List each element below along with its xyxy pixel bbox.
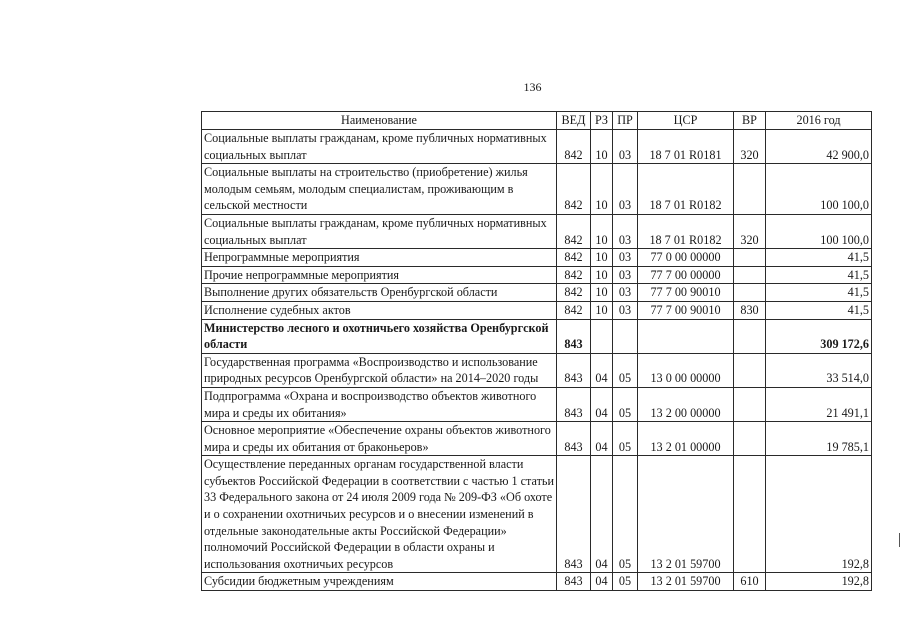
table-row [202, 573, 872, 591]
cell-rz: 04 [591, 456, 613, 573]
cell-vr [734, 422, 766, 456]
table-row [202, 319, 872, 353]
cell-vr [734, 164, 766, 215]
cell-vr: 610 [734, 573, 766, 591]
cell-csr: 18 7 01 R0182 [638, 164, 734, 215]
cell-name: Непрограммные мероприятия [202, 249, 557, 267]
cell-name: Государственная программа «Воспроизводство и использование природных ресурсов Оренбургской области» на 2014–2020 годы [202, 353, 557, 387]
cell-csr: 77 7 00 00000 [638, 266, 734, 284]
cell-csr: 13 2 01 59700 [638, 573, 734, 591]
cell-vr [734, 456, 766, 573]
cell-vr: 320 [734, 130, 766, 164]
cell-rz: 04 [591, 387, 613, 421]
cell-rz: 04 [591, 353, 613, 387]
table-body [202, 130, 872, 591]
cell-ved: 843 [557, 456, 591, 573]
page-number: 136 [523, 80, 542, 94]
header-vr: ВР [734, 112, 766, 130]
table-header [202, 112, 872, 130]
table-row [202, 214, 872, 248]
table-row [202, 353, 872, 387]
cell-ved: 842 [557, 130, 591, 164]
cell-sum: 192,8 [766, 573, 872, 591]
cell-sum: 19 785,1 [766, 422, 872, 456]
cell-name: Субсидии бюджетным учреждениям [202, 573, 557, 591]
cell-vr: 830 [734, 301, 766, 319]
cell-csr: 18 7 01 R0181 [638, 130, 734, 164]
cell-ved: 842 [557, 284, 591, 302]
cell-vr [734, 319, 766, 353]
cell-name: Социальные выплаты гражданам, кроме публичных нормативных социальных выплат [202, 130, 557, 164]
cell-vr [734, 353, 766, 387]
cell-csr: 18 7 01 R0182 [638, 214, 734, 248]
cell-pr: 05 [613, 573, 638, 591]
header-csr: ЦСР [638, 112, 734, 130]
cell-pr: 05 [613, 387, 638, 421]
cell-ved: 842 [557, 301, 591, 319]
cell-pr: 05 [613, 456, 638, 573]
cell-sum: 21 491,1 [766, 387, 872, 421]
header-ved: ВЕД [557, 112, 591, 130]
cell-csr: 13 2 00 00000 [638, 387, 734, 421]
cell-ved: 843 [557, 573, 591, 591]
cell-sum: 41,5 [766, 301, 872, 319]
cell-name: Социальные выплаты гражданам, кроме публичных нормативных социальных выплат [202, 214, 557, 248]
table-row [202, 130, 872, 164]
header-name: Наименование [202, 112, 557, 130]
cell-vr: 320 [734, 214, 766, 248]
cell-ved: 842 [557, 249, 591, 267]
cell-name: Исполнение судебных актов [202, 301, 557, 319]
cell-sum: 41,5 [766, 266, 872, 284]
table-row [202, 422, 872, 456]
table-row [202, 164, 872, 215]
cell-rz: 10 [591, 164, 613, 215]
cell-sum: 100 100,0 [766, 164, 872, 215]
cell-csr: 13 2 01 00000 [638, 422, 734, 456]
cell-ved: 842 [557, 214, 591, 248]
cell-pr: 03 [613, 130, 638, 164]
cell-pr: 03 [613, 266, 638, 284]
cell-rz: 04 [591, 422, 613, 456]
cell-name: Выполнение других обязательств Оренбургской области [202, 284, 557, 302]
table-row [202, 387, 872, 421]
table-row [202, 456, 872, 573]
cell-rz [591, 319, 613, 353]
cell-name: Осуществление переданных органам государственной власти субъектов Российской Федерации в соответствии с частью 1 статьи 33 Федерального закона от 24 июля 2009 года № 209-ФЗ «Об охоте и о сохранении охотничьих ресурсов и о внесении изменений в отдельные законодательные акты Российской Федерации» полномочий Российской Федерации в области охраны и использования охотничьих ресурсов [202, 456, 557, 573]
table-row [202, 249, 872, 267]
cell-rz: 04 [591, 573, 613, 591]
table-row [202, 301, 872, 319]
cell-csr [638, 319, 734, 353]
cell-ved: 843 [557, 422, 591, 456]
cell-pr [613, 319, 638, 353]
cell-sum: 309 172,6 [766, 319, 872, 353]
cell-sum: 100 100,0 [766, 214, 872, 248]
header-pr: ПР [613, 112, 638, 130]
cell-rz: 10 [591, 266, 613, 284]
cell-pr: 03 [613, 164, 638, 215]
cell-ved: 842 [557, 164, 591, 215]
cell-vr [734, 266, 766, 284]
cell-vr [734, 284, 766, 302]
cell-csr: 13 0 00 00000 [638, 353, 734, 387]
cell-rz: 10 [591, 249, 613, 267]
cell-pr: 03 [613, 249, 638, 267]
cell-name: Подпрограмма «Охрана и воспроизводство объектов животного мира и среды их обитания» [202, 387, 557, 421]
cell-vr [734, 249, 766, 267]
cell-rz: 10 [591, 301, 613, 319]
cell-pr: 03 [613, 301, 638, 319]
cell-rz: 10 [591, 214, 613, 248]
edge-mark [899, 533, 900, 547]
cell-pr: 05 [613, 353, 638, 387]
header-row [202, 112, 872, 130]
cell-name: Социальные выплаты на строительство (приобретение) жилья молодым семьям, молодым специалистам, проживающим в сельской местности [202, 164, 557, 215]
cell-csr: 77 0 00 00000 [638, 249, 734, 267]
cell-sum: 41,5 [766, 249, 872, 267]
cell-csr: 13 2 01 59700 [638, 456, 734, 573]
cell-sum: 41,5 [766, 284, 872, 302]
cell-name: Министерство лесного и охотничьего хозяйства Оренбургской области [202, 319, 557, 353]
cell-ved: 843 [557, 353, 591, 387]
cell-csr: 77 7 00 90010 [638, 301, 734, 319]
cell-rz: 10 [591, 130, 613, 164]
cell-name: Прочие непрограммные мероприятия [202, 266, 557, 284]
cell-ved: 842 [557, 266, 591, 284]
header-year: 2016 год [766, 112, 872, 130]
table-row [202, 266, 872, 284]
cell-csr: 77 7 00 90010 [638, 284, 734, 302]
cell-sum: 192,8 [766, 456, 872, 573]
budget-table [201, 111, 872, 591]
table-row [202, 284, 872, 302]
cell-vr [734, 387, 766, 421]
cell-pr: 05 [613, 422, 638, 456]
cell-pr: 03 [613, 214, 638, 248]
cell-sum: 33 514,0 [766, 353, 872, 387]
cell-sum: 42 900,0 [766, 130, 872, 164]
cell-pr: 03 [613, 284, 638, 302]
cell-ved: 843 [557, 319, 591, 353]
header-rz: РЗ [591, 112, 613, 130]
cell-ved: 843 [557, 387, 591, 421]
cell-name: Основное мероприятие «Обеспечение охраны объектов животного мира и среды их обитания от браконьеров» [202, 422, 557, 456]
cell-rz: 10 [591, 284, 613, 302]
